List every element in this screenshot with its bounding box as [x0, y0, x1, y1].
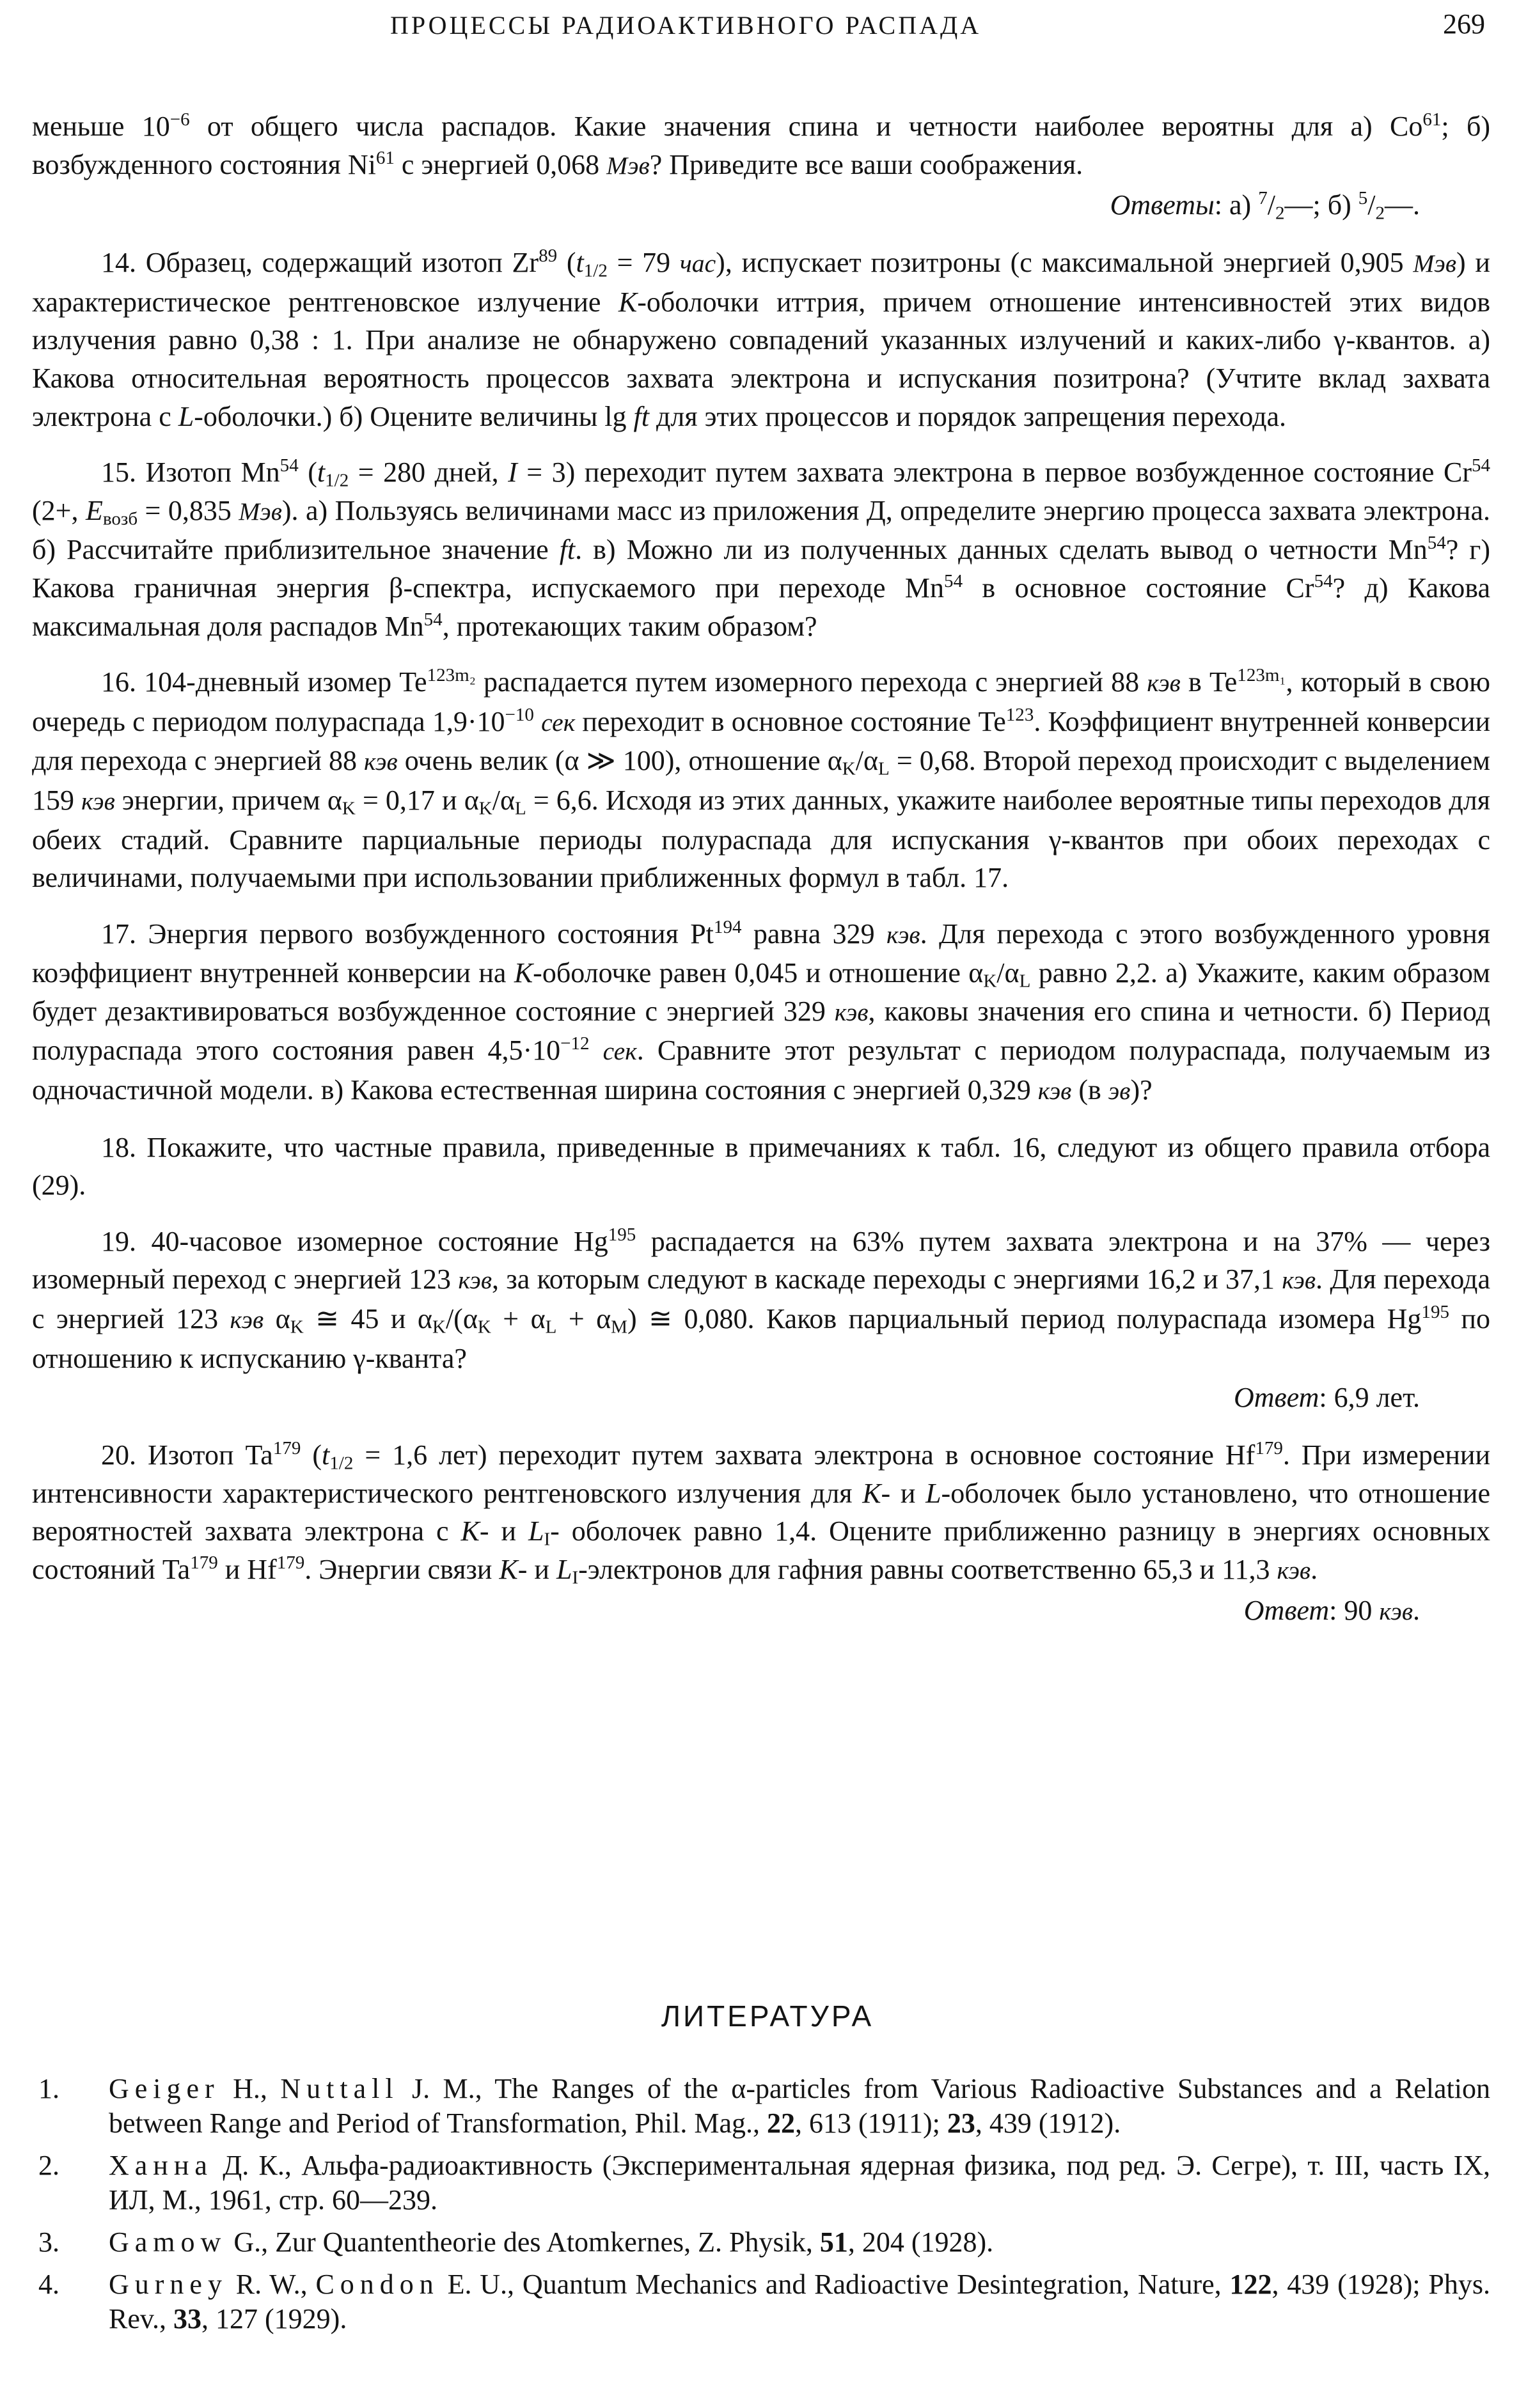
problem-20: 20. Изотоп Ta$^{179}$ ($t_{1/2} = 1,6$ лет) переходит путем захвата электрона в основное состояние Hf$^{179}$. При измерении интенсивности характеристического рентгеновского излучения для K- и L-оболочек было установлено, что отношение вероятностей захвата электрона с K- и $L_I-$ оболочек равно 1,4. Оцените приближенно разницу в энергиях основных состояний Ta$^{179}$ и Hf$^{179}$. Энергии связи K- и $L_I$-электронов для гафния равны соответственно 65,3 и 11,3 кэв. [32, 1438, 1491, 1588]
problem-14: 14. Образец, содержащий изотоп Zr$^{89}$ ($t_{1/2} = 79$ час), испускает позитроны (с максимальной энергией 0,905 Мэв) и характеристическое рентгеновское излучение K-оболочки иттрия, причем отношение интенсивностей этих видов излучения равно 0,38 : 1. При анализе не обнаружено совпадений указанных излучений и каких-либо γ-квантов. а) Какова относительная вероятность процессов захвата электрона и испускания позитрона? (Учтите вклад захвата электрона с L-оболочки.) б) Оцените величины lg ft для этих процессов и порядок запрещения перехода. [32, 246, 1490, 432]
problems-text [32, 107, 1490, 1632]
running-title: ПРОЦЕССЫ РАДИОАКТИВНОГО РАСПАДА [390, 11, 982, 40]
problem-19: 19. 40-часовое изомерное состояние Hg$^{195}$ распадается на 63% путем захвата электрона и на 37% — через изомерный переход с энергией 123 кэв, за которым следуют в каскаде переходы с энергиями 16,2 и 37,1 кэв. Для перехода с энергией 123 кэв $\alpha_K$ ≅ 45 и $\alpha_K/(\alpha_K + \alpha_L + \alpha_M)$ ≅ 0,080. Каков парциальный период полураспада изомера Hg$^{195}$ по отношению к испусканию γ-кванта? [32, 1224, 1490, 1374]
reference-item: 4. Gurney R. W., Condon E. U., Quantum Mechanics and Radioactive Desintegration, Nature, 122, 439 (1928); Phys. Rev., 33, 127 (1929). [38, 2269, 1491, 2334]
answer-20: Ответ: 90 кэв. [1243, 1594, 1420, 1626]
page-number: 269 [1443, 8, 1485, 40]
reference-item: 2. Ханна Д. К., Альфа-радиоактивность (Экспериментальная ядерная физика, под ред. Э. Сегре), т. III, часть IX, ИЛ, М., 1961, стр. 60—239. [38, 2150, 1490, 2216]
answer-19: Ответ: 6,9 лет. [1233, 1382, 1420, 1414]
problem-18: 18. Покажите, что частные правила, приведенные в примечаниях к табл. 16, следуют из общего правила отбора (29). [32, 1131, 1490, 1201]
problem-15: 15. Изотоп Mn$^{54}$ ($t_{1/2} = 280$ дней, I = 3) переходит путем захвата электрона в первое возбужденное состояние Cr$^{54}$ (2+, $E_{возб} = 0,835$ Мэв). а) Пользуясь величинами масс из приложения Д, определите энергию процесса захвата электрона. б) Рассчитайте приблизительное значение ft. в) Можно ли из полученных данных сделать вывод о четности Mn$^{54}$? г) Какова граничная энергия β-спектра, испускаемого при переходе Mn$^{54}$ в основное состояние Cr$^{54}$? д) Какова максимальная доля распадов Mn$^{54}$, протекающих таким образом? [32, 455, 1491, 642]
answer-13: Ответы: а) $^7/_2—$; б) $^5/_2—$. [1110, 188, 1420, 224]
reference-item: 3. Gamow G., Zur Quantentheorie des Atomkernes, Z. Physik, 51, 204 (1928). [38, 2226, 994, 2258]
references-list [38, 2072, 1490, 2344]
references-heading: ЛИТЕРАТУРА [661, 1999, 874, 2033]
problem-17: 17. Энергия первого возбужденного состояния Pt$^{194}$ равна 329 кэв. Для перехода с этого возбужденного уровня коэффициент внутренней конверсии на K-оболочке равен 0,045 и отношение $\alpha_K/\alpha_L$ равно 2,2. а) Укажите, каким образом будет дезактивироваться возбужденное состояние с энергией 329 кэв, каковы значения его спина и четности. б) Период полураспада этого состояния равен $4,5\cdot 10^{-12}$ сек. Сравните этот результат с периодом полураспада, получаемым из одночастичной модели. в) Какова естественная ширина состояния с энергией 0,329 кэв (в эв)? [32, 916, 1490, 1106]
page-header [0, 5, 1535, 43]
problem-16: 16. 104-дневный изомер $Te^{123m_2}$ распадается путем изомерного перехода с энергией 88 кэв в $Te^{123m_1}$, который в свою очередь с периодом полураспада $1,9\cdot 10^{-10}$ сек переходит в основное состояние Te$^{123}$. Коэффициент внутренней конверсии для перехода с энергией 88 кэв очень велик (α ≫ 100), отношение $\alpha_K/\alpha_L = 0,68$. Второй переход происходит с выделением 159 кэв энергии, причем $\alpha_K = 0,17$ и $\alpha_K/\alpha_L = 6,6$. Исходя из этих данных, укажите наиболее вероятные типы переходов для обеих стадий. Сравните парциальные периоды полураспада для испускания γ-квантов при обоих переходах с величинами, получаемыми при использовании приближенных формул в табл. 17. [32, 665, 1491, 894]
problem-13-end: меньше $10^{-6}$ от общего числа распадов. Какие значения спина и четности наиболее вероятны для а) Co$^{61}$; б) возбужденного состояния Ni$^{61}$ с энергией 0,068 Мэв? Приведите все ваши соображения. [32, 109, 1490, 180]
reference-item: 1. Geiger H., Nuttall J. M., The Ranges of the α-particles from Various Radioactive Substances and a Relation between Range and Period of Transformation, Phil. Mag., 22, 613 (1911); 23, 439 (1912). [38, 2073, 1490, 2139]
